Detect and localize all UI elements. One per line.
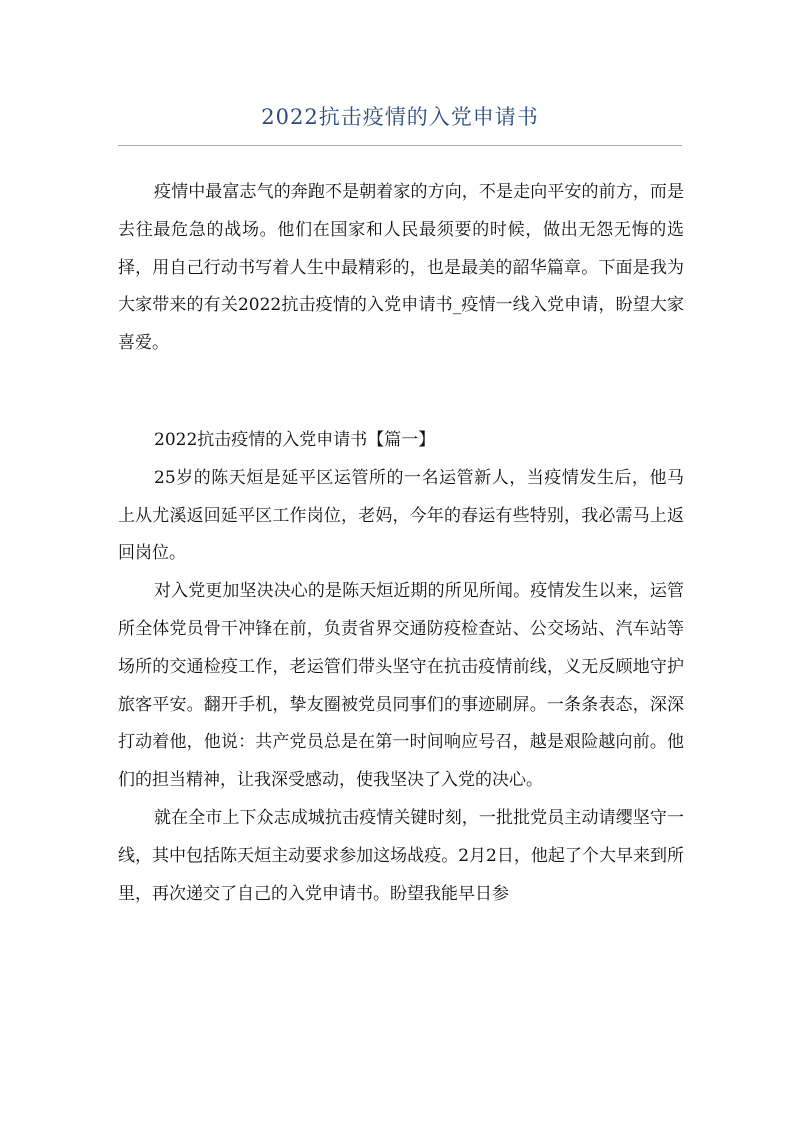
intro-block xyxy=(118,174,684,363)
document-title: 2022抗击疫情的入党申请书 xyxy=(261,105,539,129)
body-paragraph-2: 对入党更加坚决决心的是陈天烜近期的所见所闻。疫情发生以来，运管所全体党员骨干冲锋在前，负责省界交通防疫检查站、公交场站、汽车站等场所的交通检疫工作，老运管们带头坚守在抗击疫情前线，义无反顾地守护旅客平安。翻开手机，挚友圈被党员同事们的事迹刷屏。一条条表态，深深打动着他，他说：共产党员总是在第一时间响应号召，越是艰险越向前。他们的担当精神，让我深受感动，使我坚决了入党的决心。 xyxy=(118,581,684,791)
section-block xyxy=(118,422,684,913)
section-heading: 2022抗击疫情的入党申请书【篇一】 xyxy=(154,430,436,450)
intro-paragraph: 疫情中最富志气的奔跑不是朝着家的方向，不是走向平安的前方，而是去往最危急的战场。他们在国家和人民最须要的时候，做出无怨无悔的选择，用自己行动书写着人生中最精彩的，也是最美的韶华篇章。下面是我为大家带来的有关2022抗击疫情的入党申请书_疫情一线入党申请，盼望大家喜爱。 xyxy=(118,182,684,354)
title-divider xyxy=(118,145,682,146)
body-paragraph-3: 就在全市上下众志成城抗击疫情关键时刻，一批批党员主动请缨坚守一线，其中包括陈天烜主动要求参加这场战疫。2月2日，他起了个大早来到所里，再次递交了自己的入党申请书。盼望我能早日参 xyxy=(118,807,684,904)
body-paragraph-1: 25岁的陈天烜是延平区运管所的一名运管新人，当疫情发生后，他马上从尤溪返回延平区工作岗位，老妈，今年的春运有些特别，我必需马上返回岗位。 xyxy=(118,467,684,564)
